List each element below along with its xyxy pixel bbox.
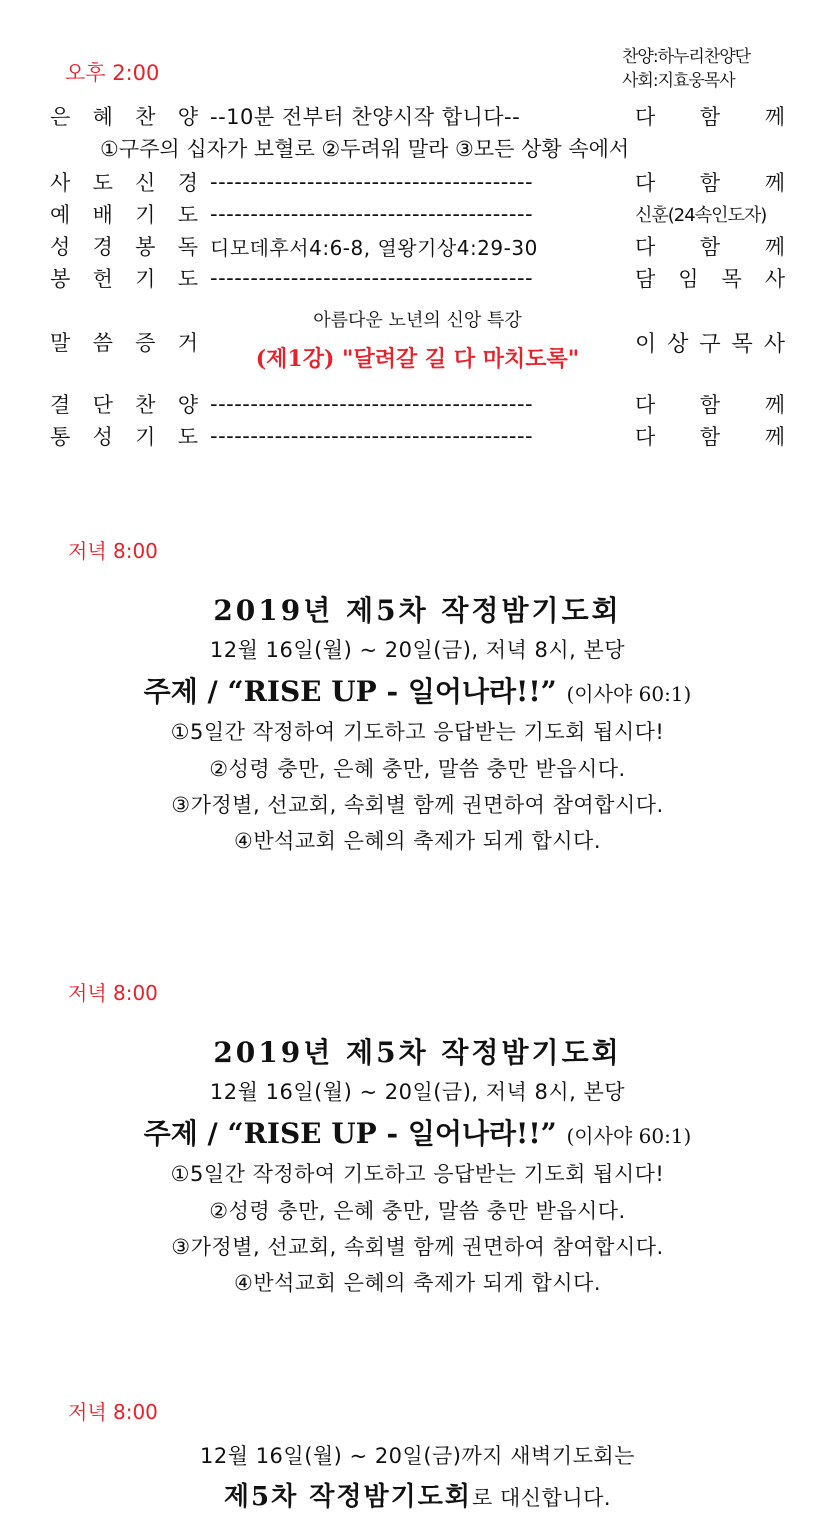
order-row-praise: [50, 101, 785, 131]
list-item: ②성령 충만, 은혜 충만, 말씀 충만 받읍시다.: [209, 1199, 626, 1223]
theme-quote: “RISE UP - 일어나라!!”: [227, 1117, 557, 1150]
theme-label: 주제 /: [143, 675, 228, 708]
dashed-leader: ----------------------------------------: [210, 266, 534, 290]
order-row-unison-prayer: 통 성 기 도 ---------------------------------------- 다 함 께: [50, 424, 785, 449]
afternoon-time: 오후 2:00: [65, 61, 160, 85]
dawn-prayer-replacement: [0, 1476, 835, 1513]
prayer-meeting-theme: [0, 670, 835, 710]
credit-host: 사회:지효웅목사: [622, 71, 735, 91]
list-item: ③가정별, 선교회, 속회별 함께 권면하여 참여합시다.: [171, 793, 664, 817]
list-item: ③가정별, 선교회, 속회별 함께 권면하여 참여합시다.: [171, 1235, 664, 1259]
order-row-sermon: 말 씀 증 거 이 상 구 목 사: [50, 327, 785, 357]
theme-reference: (이사야 60:1): [566, 1124, 692, 1148]
sermon-title: (제1강) "달려갈 길 다 마치도록": [255, 346, 580, 372]
theme-label: 주제 /: [143, 1117, 228, 1150]
scripture-reference: 디모데후서4:6-8, 열왕기상4:29-30: [210, 235, 538, 260]
replacement-meeting-name: 제5차 작정밤기도회: [223, 1482, 472, 1512]
prayer-meeting-theme: [0, 1112, 835, 1152]
dashed-leader: ----------------------------------------: [210, 202, 534, 226]
replacement-text: 로 대신합니다.: [472, 1486, 612, 1510]
prayer-meeting-title: 2019년 제5차 작정밤기도회: [213, 1036, 622, 1069]
order-item-detail: --10분 전부터 찬양시작 합니다--: [210, 105, 521, 129]
list-item: ①5일간 작정하여 기도하고 응답받는 기도회 됩시다!: [170, 1162, 665, 1186]
theme-quote: “RISE UP - 일어나라!!”: [227, 675, 557, 708]
prayer-meeting-title: 2019년 제5차 작정밤기도회: [213, 594, 622, 627]
prayer-meeting-dates: 12월 16일(월) ~ 20일(금), 저녁 8시, 본당: [209, 638, 626, 662]
order-item-leader: 신훈(24속인도자): [635, 205, 767, 226]
dawn-prayer-notice: 12월 16일(월) ~ 20일(금)까지 새벽기도회는: [200, 1444, 635, 1468]
order-row-decision-hymn: 결 단 찬 양 ---------------------------------------- 다 함 께: [50, 392, 785, 417]
list-item: ②성령 충만, 은혜 충만, 말씀 충만 받읍시다.: [209, 757, 626, 781]
credit-praise-team: 찬양:하누리찬양단: [622, 47, 751, 67]
sermon-subtitle: 아름다운 노년의 신앙 특강: [313, 310, 522, 331]
order-item-name: 은 혜 찬 양: [50, 105, 198, 129]
order-item-leader: 다 함 께: [635, 105, 785, 129]
dashed-leader: ----------------------------------------: [210, 392, 534, 416]
song-list: ①구주의 십자가 보혈로 ②두려워 말라 ③모든 상황 속에서: [100, 137, 630, 161]
dashed-leader: ----------------------------------------: [210, 170, 534, 194]
order-row-prayer: 예 배 기 도 ---------------------------------------- 신훈(24속인도자): [50, 199, 785, 229]
list-item: ④반석교회 은혜의 축제가 되게 합시다.: [234, 1271, 601, 1295]
evening-time: 저녁 8:00: [68, 1400, 158, 1424]
list-item: ①5일간 작정하여 기도하고 응답받는 기도회 됩시다!: [170, 720, 665, 744]
dashed-leader: ----------------------------------------: [210, 424, 534, 448]
evening-time: 저녁 8:00: [68, 981, 158, 1005]
order-row-scripture: 성 경 봉 독 디모데후서4:6-8, 열왕기상4:29-30 다 함 께: [50, 231, 785, 261]
evening-time: 저녁 8:00: [68, 539, 158, 563]
order-row-offering: 봉 헌 기 도 ---------------------------------------- 담 임 목 사: [50, 266, 785, 291]
theme-reference: (이사야 60:1): [566, 682, 692, 706]
preacher-name: 이 상 구 목 사: [635, 331, 785, 357]
list-item: ④반석교회 은혜의 축제가 되게 합시다.: [234, 829, 601, 853]
prayer-meeting-dates: 12월 16일(월) ~ 20일(금), 저녁 8시, 본당: [209, 1080, 626, 1104]
order-row-creed: 사 도 신 경 ---------------------------------------- 다 함 께: [50, 170, 785, 195]
